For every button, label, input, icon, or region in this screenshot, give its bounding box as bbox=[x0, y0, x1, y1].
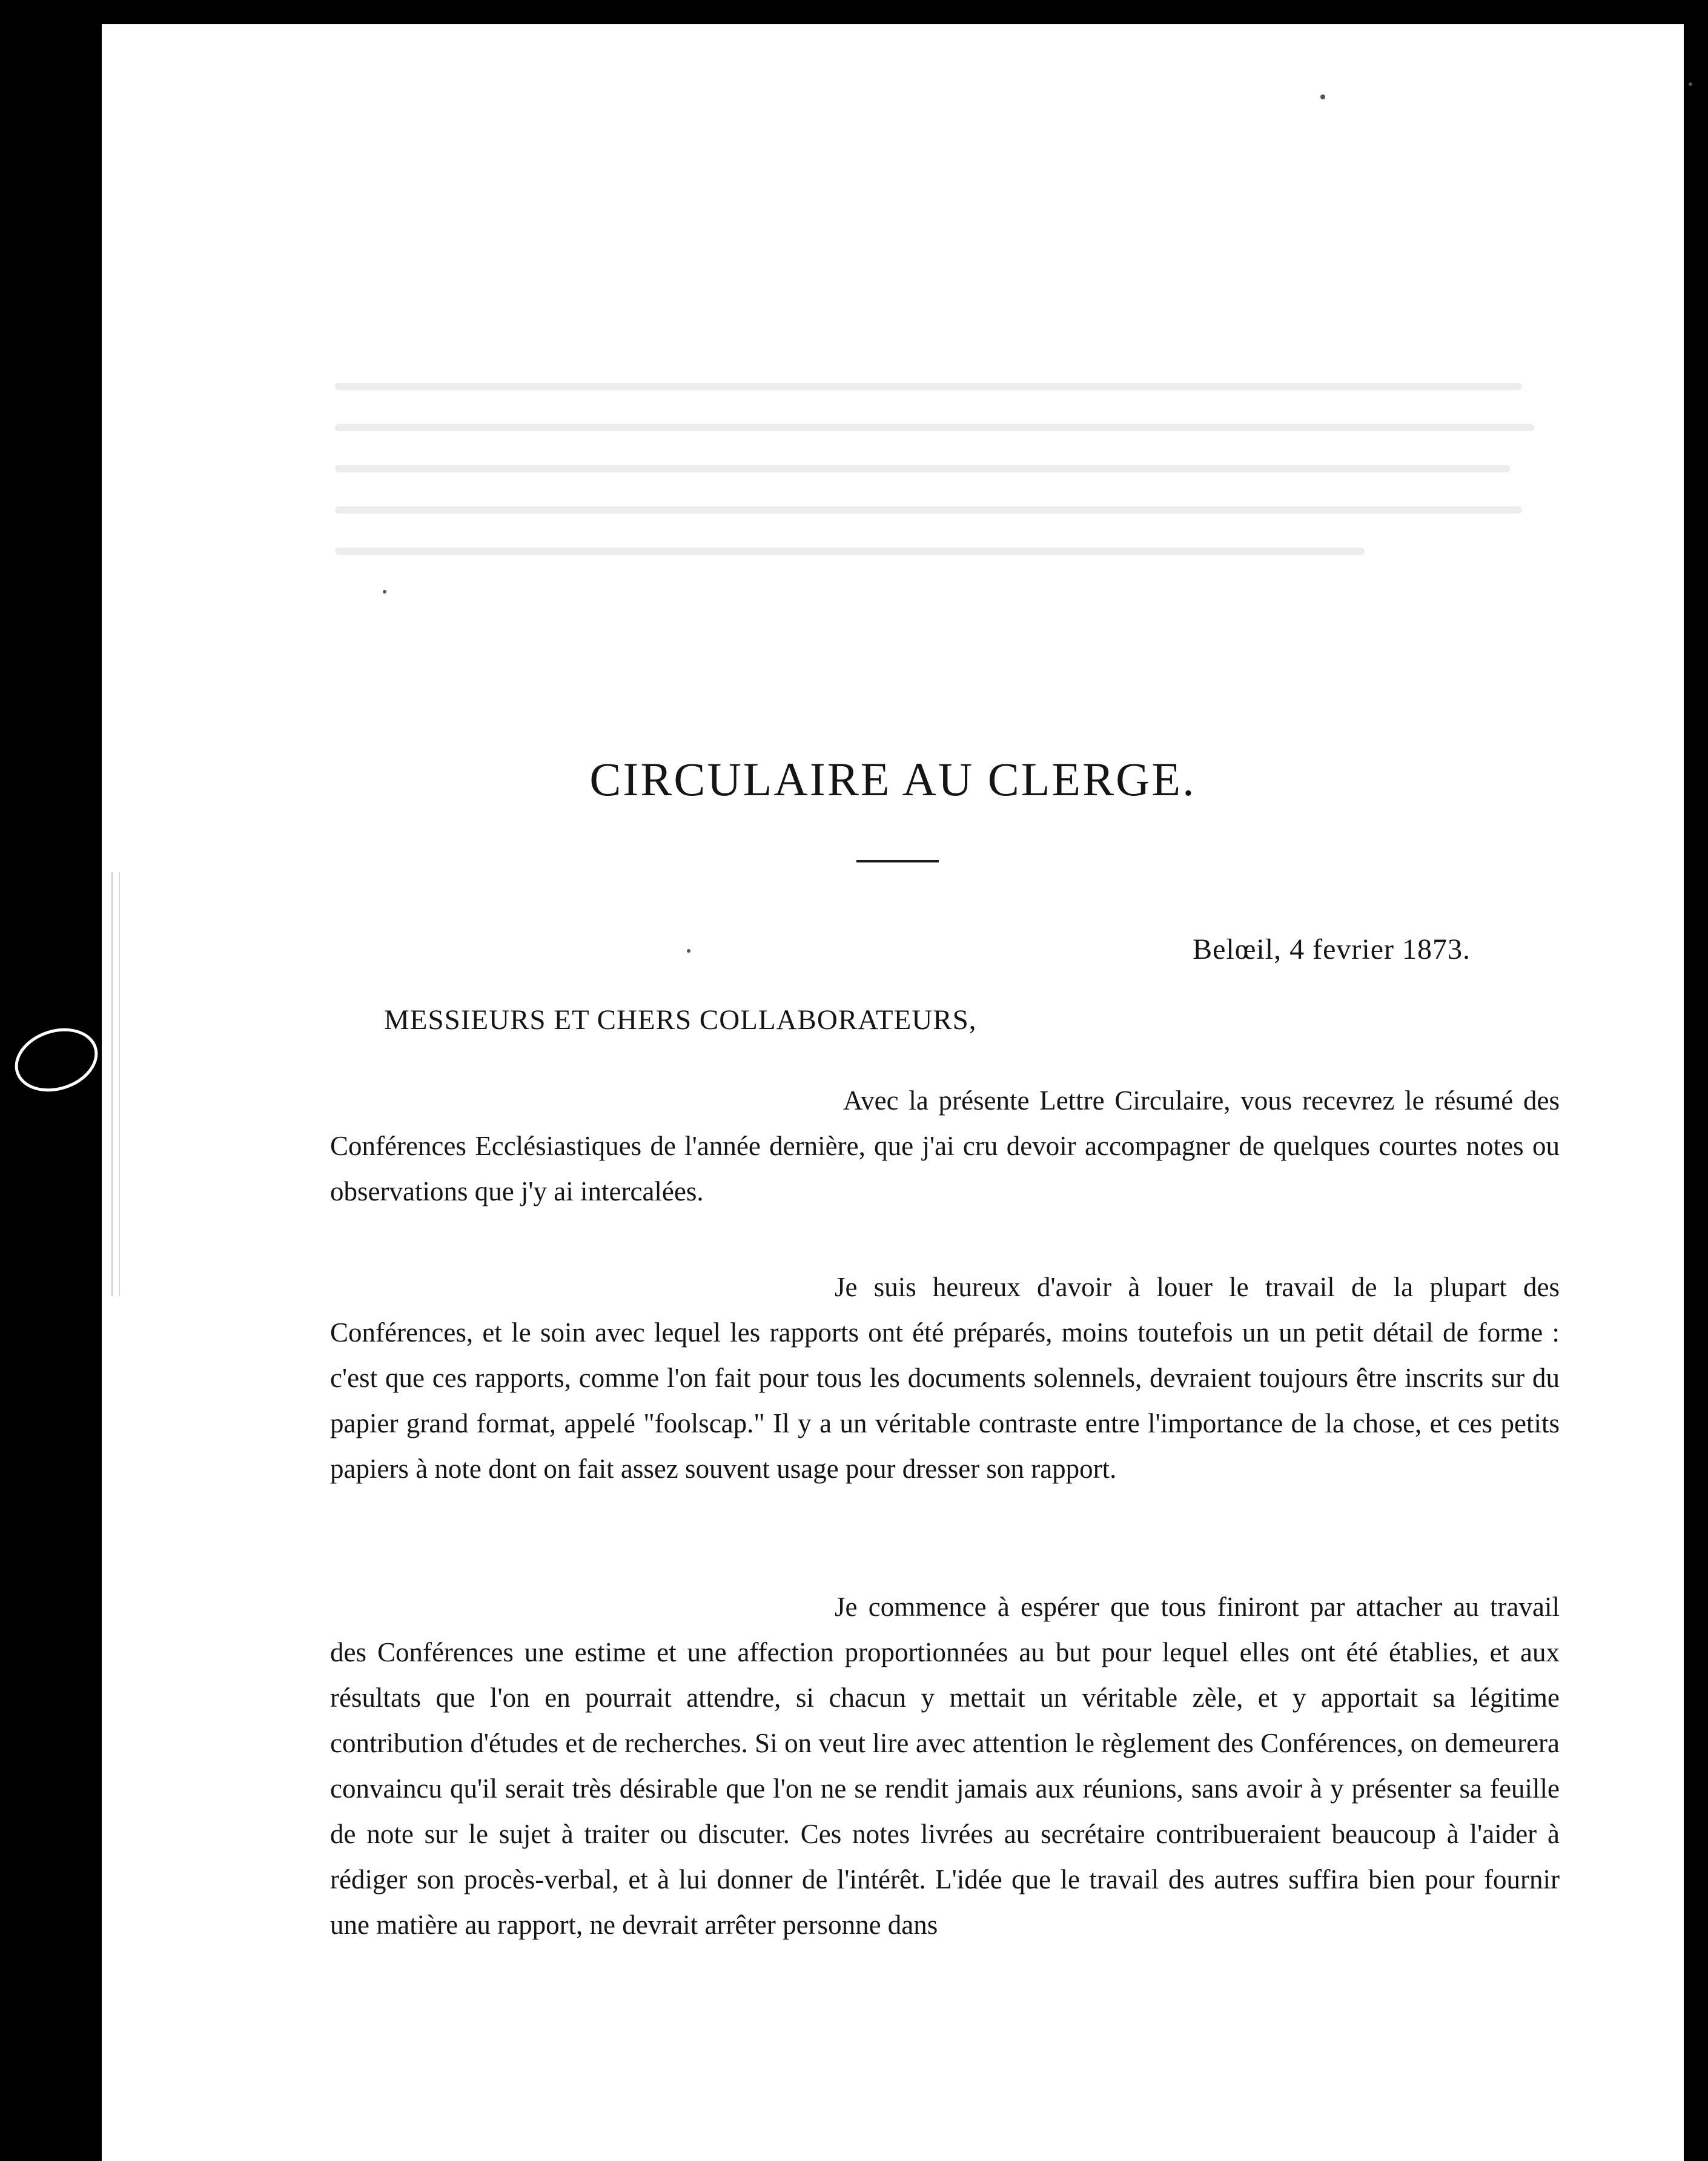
page-title: CIRCULAIRE AU CLERGE. bbox=[589, 753, 1196, 806]
ink-speck bbox=[1689, 82, 1692, 86]
ink-speck bbox=[1320, 94, 1325, 99]
salutation: MESSIEURS ET CHERS COLLABORATEURS, bbox=[384, 1004, 977, 1036]
ink-speck bbox=[383, 590, 386, 594]
paragraph: Je suis heureux d'avoir à louer le travail de la plupart des Conférences, et le soin avec lequel les rapports ont été préparés, moins toutefois un un petit détail de forme : c'est que ces rapports, comme l'on fait pour tous les documents solennels, devraient toujours être inscrits sur du papier grand format, appelé "foolscap." Il y a un véritable contraste entre l'importance de la chose, et ces petits papiers à note dont on fait assez souvent usage pour dresser son rapport. bbox=[330, 1272, 1560, 1484]
show-through-line bbox=[335, 465, 1510, 472]
ink-speck bbox=[687, 949, 690, 953]
title-divider bbox=[856, 860, 939, 862]
dateline: Belœil, 4 fevrier 1873. bbox=[1193, 933, 1471, 965]
fold-crease bbox=[111, 872, 120, 1296]
show-through-line bbox=[335, 424, 1534, 431]
binding-ring-mark bbox=[7, 1018, 106, 1102]
show-through-line bbox=[335, 548, 1365, 555]
show-through-line bbox=[335, 383, 1522, 390]
paragraph: Je commence à espérer que tous finiront par attacher au travail des Conférences une estime et une affection proportionnées au but pour lequel elles ont été établies, et aux résultats que l'on en pourrait attendre, si chacun y mettait un véritable zèle, et y apportait sa légitime contribution d'études et de recherches. Si on veut lire avec attention le règlement des Conférences, on demeurera convaincu qu'il serait très désirable que l'on ne se rendit jamais aux réunions, sans avoir à y présenter sa feuille de note sur le sujet à traiter ou discuter. Ces notes livrées au secrétaire contribueraient beaucoup à l'aider à rédiger son procès-verbal, et à lui donner de l'intérêt. L'idée que le travail des autres suffira bien pour fournir une matière au rapport, ne devrait arrêter personne dans bbox=[330, 1592, 1560, 1940]
document-page bbox=[102, 24, 1684, 2161]
paragraph: Avec la présente Lettre Circulaire, vous recevrez le résumé des Conférences Ecclésiastiques de l'année dernière, que j'ai cru devoir accompagner de quelques courtes notes ou observations que j'y ai intercalées. bbox=[330, 1085, 1560, 1206]
show-through-line bbox=[335, 506, 1522, 514]
